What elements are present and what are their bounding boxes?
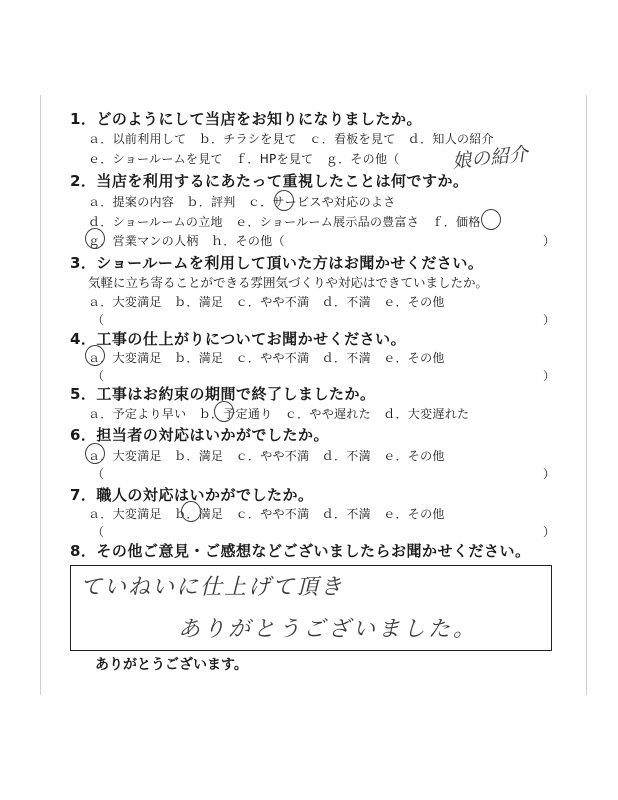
q2-options-row1: ａ．提案の内容 ｂ．評判 ｃ．サービスや対応のよさ <box>88 195 396 209</box>
q5-title: 5．工事はお約束の期間で終了しましたか。 <box>70 385 376 403</box>
q3-paren-close: ） <box>543 313 556 327</box>
q2-circle-c <box>274 190 294 211</box>
q6-paren-open: （ <box>92 467 105 481</box>
q7-paren-close: ） <box>543 525 556 539</box>
q2-circle-g <box>85 228 105 249</box>
q7-options-row1: ａ．大変満足 ｂ．満足 ｃ．やや不満 ｄ．不満 ｅ．その他 <box>88 507 445 521</box>
q8-title: 8．その他ご意見・ご感想などございましたらお聞かせください。 <box>70 542 531 560</box>
q3-paren-open: （ <box>92 313 105 327</box>
q4-paren-open: （ <box>92 369 105 383</box>
q1-handwritten-answer: 娘の紹介 <box>451 143 530 173</box>
q7-paren-open: （ <box>92 525 105 539</box>
q3-subtext: 気軽に立ち寄ることができる雰囲気づくりや対応はできていましたか。 <box>88 275 489 290</box>
q5-options-row1: ａ．予定より早い ｂ．予定通り ｃ．やや遅れた ｄ．大変遅れた <box>88 407 470 421</box>
q2-title: 2．当店を利用するにあたって重視したことは何ですか。 <box>70 172 469 190</box>
q2-circle-f <box>481 209 501 230</box>
q1-options-row1: ａ．以前利用して ｂ．チラシを見て ｃ．看板を見て ｄ．知人の紹介 <box>88 132 494 146</box>
comment-line-2: ありがとうございました。 <box>178 617 479 642</box>
q7-title: 7．職人の対応はいかがでしたか。 <box>70 486 314 504</box>
q4-options-row1: ａ．大変満足 ｂ．満足 ｃ．やや不満 ｄ．不満 ｅ．その他 <box>88 351 445 365</box>
q3-options-row1: ａ．大変満足 ｂ．満足 ｃ．やや不満 ｄ．不満 ｅ．その他 <box>88 295 445 309</box>
q1-options-row2: ｅ．ショールームを見て ｆ．HPを見て ｇ．その他（ <box>88 152 400 166</box>
q2-options-row2: ｄ．ショールームの立地 ｅ．ショールーム展示品の豊富さ ｆ．価格 <box>88 215 481 229</box>
q7-circle-b <box>181 501 201 522</box>
q6-title: 6．担当者の対応はいかがでしたか。 <box>70 426 329 444</box>
q1-title: 1．どのようにして当店をお知りになりましたか。 <box>70 110 422 128</box>
q6-options-row1: ａ．大変満足 ｂ．満足 ｃ．やや不満 ｄ．不満 ｅ．その他 <box>88 449 445 463</box>
q4-circle-a <box>85 345 105 366</box>
comment-line-1: ていねいに仕上げて頂き <box>80 575 345 600</box>
q2-options-row3: ｇ．営業マンの人柄 ｈ．その他（ <box>88 234 285 248</box>
q4-paren-close: ） <box>543 369 556 383</box>
q2-paren-close: ） <box>543 234 556 248</box>
q4-title: 4．工事の仕上がりについてお聞かせください。 <box>70 330 407 348</box>
q6-paren-close: ） <box>543 467 556 481</box>
thanks-message: ありがとうございます。 <box>95 657 248 673</box>
q3-title: 3．ショールームを利用して頂いた方はお聞かせください。 <box>70 254 484 272</box>
q5-circle-b <box>214 401 234 422</box>
q6-circle-a <box>85 443 105 464</box>
